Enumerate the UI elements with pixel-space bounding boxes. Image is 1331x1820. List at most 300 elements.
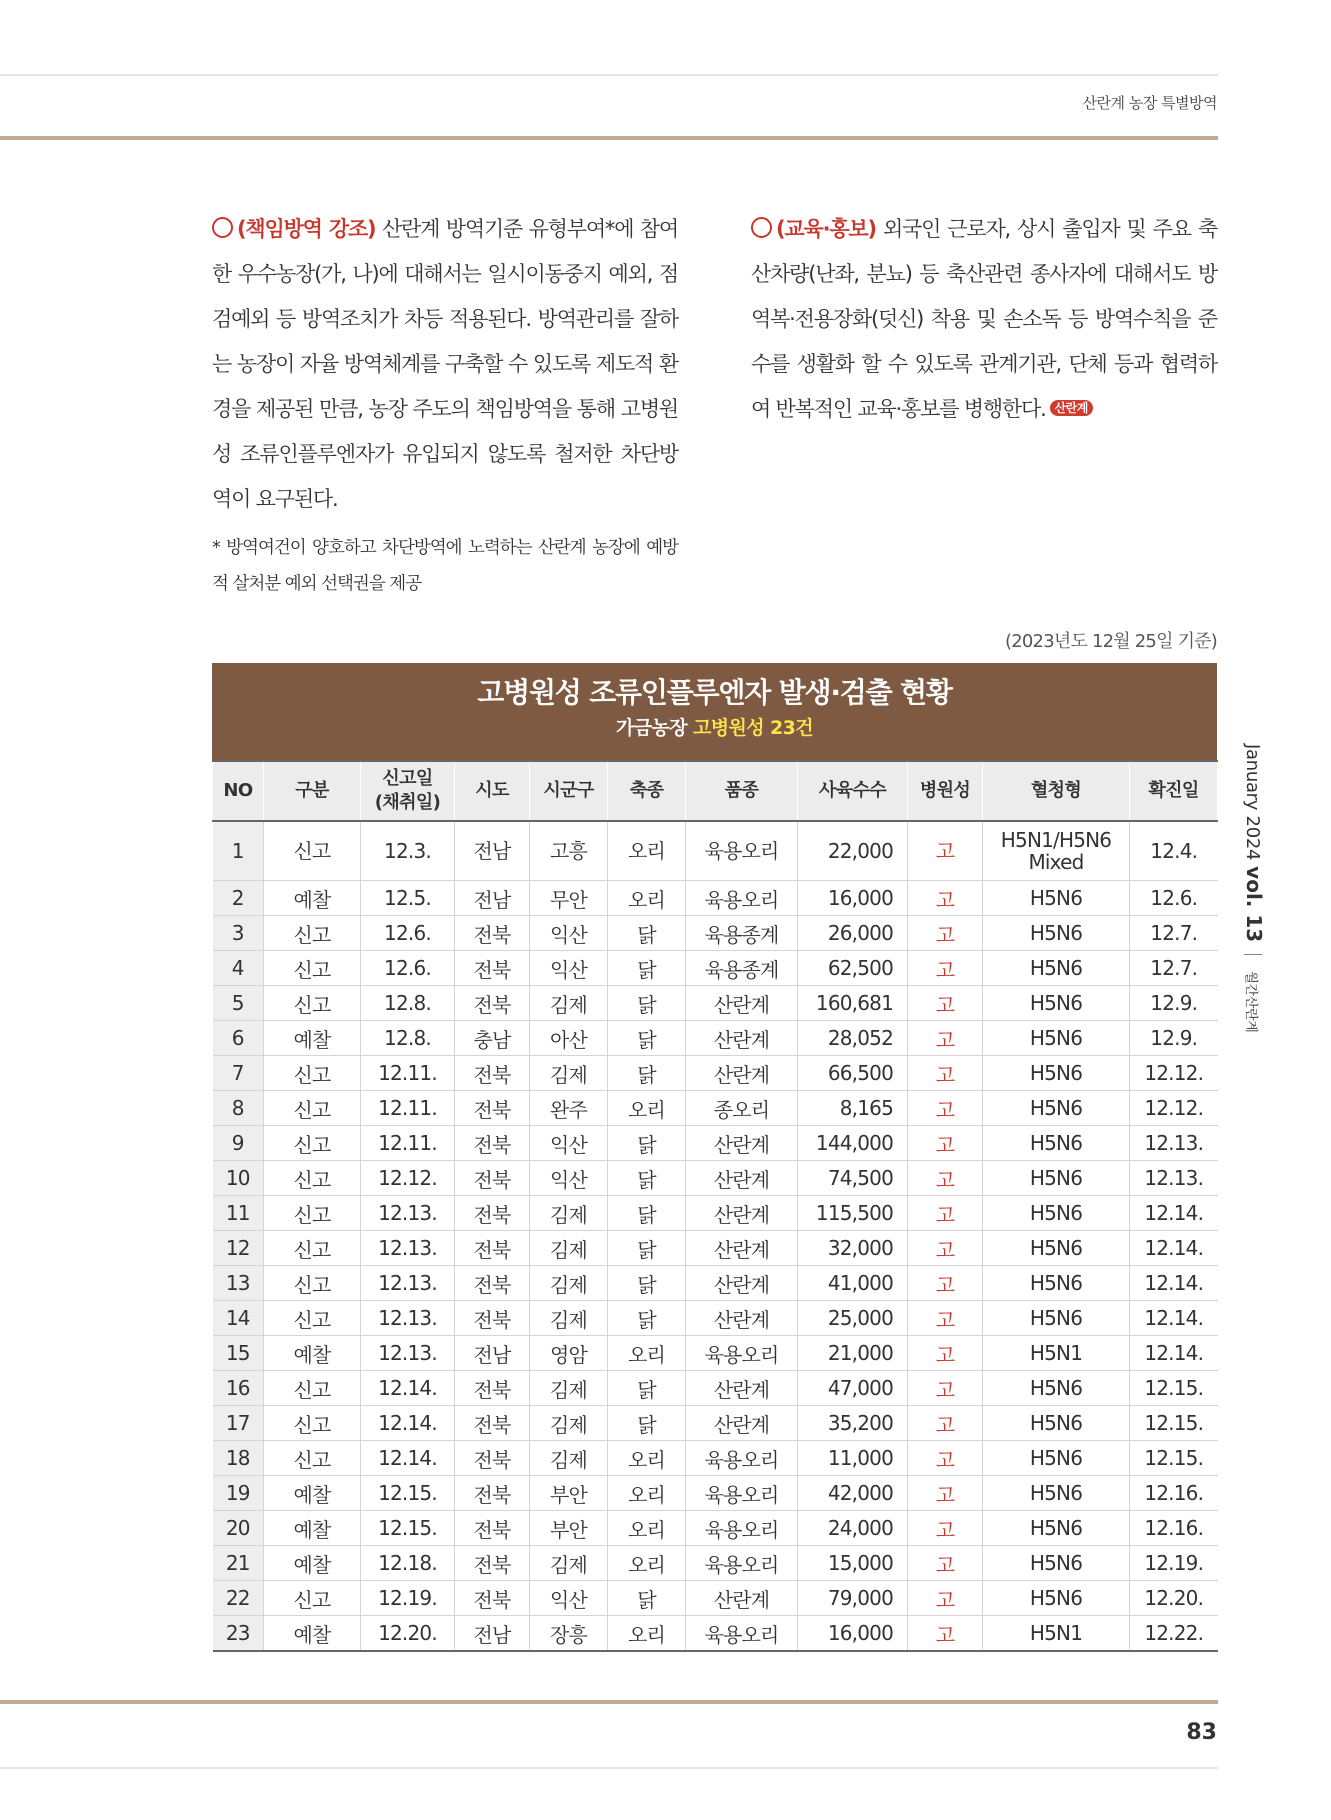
header-col-no: NO — [213, 761, 264, 821]
cell-serotype: H5N6 — [983, 1581, 1130, 1616]
cell-report-date: 12.13. — [361, 1266, 455, 1301]
table-row — [213, 1406, 1218, 1441]
cell-confirm-date: 12.16. — [1130, 1476, 1218, 1511]
header-col-report-date: 신고일 (채취일) — [361, 761, 455, 821]
cell-confirm-date: 12.20. — [1130, 1581, 1218, 1616]
table-title: 고병원성 조류인플루엔자 발생·검출 현황 — [477, 676, 952, 709]
header-rule — [0, 136, 1218, 140]
cell-confirm-date: 12.12. — [1130, 1056, 1218, 1091]
cell-serotype: H5N6 — [983, 1441, 1130, 1476]
cell-type: 신고 — [264, 1301, 361, 1336]
cell-head-count: 160,681 — [798, 986, 908, 1021]
cell-confirm-date: 12.15. — [1130, 1406, 1218, 1441]
cell-report-date: 12.5. — [361, 881, 455, 916]
cell-province: 전북 — [455, 1231, 530, 1266]
cell-breed: 산란계 — [686, 986, 798, 1021]
cell-head-count: 15,000 — [798, 1546, 908, 1581]
header-col-serotype: 혈청형 — [983, 761, 1130, 821]
cell-breed: 산란계 — [686, 1056, 798, 1091]
cell-species: 오리 — [608, 1476, 686, 1511]
side-volume: vol. 13 — [1242, 866, 1266, 943]
cell-species: 닭 — [608, 951, 686, 986]
cell-head-count: 74,500 — [798, 1161, 908, 1196]
cell-province: 전북 — [455, 1476, 530, 1511]
cell-no: 17 — [213, 1406, 264, 1441]
table-row — [213, 1371, 1218, 1406]
cell-head-count: 42,000 — [798, 1476, 908, 1511]
cell-confirm-date: 12.14. — [1130, 1301, 1218, 1336]
cell-breed: 산란계 — [686, 1021, 798, 1056]
cell-breed: 육용종계 — [686, 951, 798, 986]
cell-city: 김제 — [530, 1301, 608, 1336]
cell-type: 신고 — [264, 1091, 361, 1126]
table-row — [213, 1231, 1218, 1266]
cell-confirm-date: 12.14. — [1130, 1336, 1218, 1371]
cell-pathogenicity: 고 — [908, 1476, 983, 1511]
cell-species: 오리 — [608, 1511, 686, 1546]
cell-confirm-date: 12.14. — [1130, 1266, 1218, 1301]
header-col-type: 구분 — [264, 761, 361, 821]
cell-report-date: 12.14. — [361, 1441, 455, 1476]
cell-head-count: 115,500 — [798, 1196, 908, 1231]
cell-serotype: H5N6 — [983, 1126, 1130, 1161]
subtitle-label: 가금농장 — [615, 717, 687, 739]
cell-pathogenicity: 고 — [908, 951, 983, 986]
cell-species: 닭 — [608, 1581, 686, 1616]
cell-serotype: H5N1/H5N6 Mixed — [983, 821, 1130, 881]
cell-confirm-date: 12.4. — [1130, 821, 1218, 881]
cell-breed: 육용오리 — [686, 1511, 798, 1546]
cell-serotype: H5N6 — [983, 1546, 1130, 1581]
cell-type: 신고 — [264, 1056, 361, 1091]
cell-pathogenicity: 고 — [908, 916, 983, 951]
cell-city: 익산 — [530, 1581, 608, 1616]
table-row — [213, 1546, 1218, 1581]
table-row — [213, 1091, 1218, 1126]
side-magazine-name: 월간산란계 — [1243, 971, 1258, 1033]
magazine-logo-icon: 산란계 — [1050, 400, 1093, 416]
cell-breed: 육용오리 — [686, 881, 798, 916]
cell-type: 신고 — [264, 1266, 361, 1301]
cell-province: 전북 — [455, 1546, 530, 1581]
cell-pathogenicity: 고 — [908, 1546, 983, 1581]
cell-species: 닭 — [608, 1301, 686, 1336]
cell-province: 전남 — [455, 821, 530, 881]
cell-report-date: 12.8. — [361, 1021, 455, 1056]
cell-head-count: 32,000 — [798, 1231, 908, 1266]
cell-breed: 산란계 — [686, 1581, 798, 1616]
table-row — [213, 951, 1218, 986]
table-row — [213, 1441, 1218, 1476]
cell-breed: 산란계 — [686, 1161, 798, 1196]
cell-no: 7 — [213, 1056, 264, 1091]
table-title-band — [212, 663, 1217, 760]
cell-breed: 산란계 — [686, 1406, 798, 1441]
cell-city: 김제 — [530, 986, 608, 1021]
cell-province: 전북 — [455, 1406, 530, 1441]
cell-pathogenicity: 고 — [908, 1161, 983, 1196]
table-header-row — [213, 761, 1218, 821]
cell-type: 예찰 — [264, 1476, 361, 1511]
cell-city: 부안 — [530, 1511, 608, 1546]
cell-province: 전북 — [455, 1441, 530, 1476]
table-row — [213, 1616, 1218, 1652]
cell-breed: 육용오리 — [686, 1616, 798, 1652]
outbreak-table — [212, 760, 1218, 1652]
cell-province: 전북 — [455, 951, 530, 986]
cell-province: 전남 — [455, 1336, 530, 1371]
cell-report-date: 12.15. — [361, 1511, 455, 1546]
cell-report-date: 12.11. — [361, 1056, 455, 1091]
cell-no: 2 — [213, 881, 264, 916]
cell-province: 전북 — [455, 1371, 530, 1406]
cell-type: 신고 — [264, 1126, 361, 1161]
right-column — [751, 207, 1217, 432]
header-col-pathogenicity: 병원성 — [908, 761, 983, 821]
cell-no: 16 — [213, 1371, 264, 1406]
cell-breed: 산란계 — [686, 1301, 798, 1336]
cell-species: 오리 — [608, 821, 686, 881]
cell-report-date: 12.11. — [361, 1091, 455, 1126]
cell-report-date: 12.6. — [361, 916, 455, 951]
table-row — [213, 1126, 1218, 1161]
cell-pathogenicity: 고 — [908, 881, 983, 916]
cell-province: 전북 — [455, 1126, 530, 1161]
table-row — [213, 881, 1218, 916]
cell-no: 4 — [213, 951, 264, 986]
cell-city: 익산 — [530, 1161, 608, 1196]
cell-serotype: H5N6 — [983, 1371, 1130, 1406]
cell-confirm-date: 12.15. — [1130, 1441, 1218, 1476]
cell-confirm-date: 12.13. — [1130, 1161, 1218, 1196]
table-row — [213, 1266, 1218, 1301]
cell-city: 아산 — [530, 1021, 608, 1056]
table-row — [213, 1021, 1218, 1056]
cell-type: 신고 — [264, 951, 361, 986]
cell-pathogenicity: 고 — [908, 821, 983, 881]
header-col-province: 시도 — [455, 761, 530, 821]
cell-head-count: 144,000 — [798, 1126, 908, 1161]
cell-confirm-date: 12.16. — [1130, 1511, 1218, 1546]
cell-serotype: H5N6 — [983, 1301, 1130, 1336]
cell-head-count: 41,000 — [798, 1266, 908, 1301]
cell-no: 8 — [213, 1091, 264, 1126]
page-number: 83 — [1186, 1720, 1217, 1745]
cell-type: 신고 — [264, 1581, 361, 1616]
side-divider — [1244, 954, 1262, 955]
cell-report-date: 12.15. — [361, 1476, 455, 1511]
cell-serotype: H5N6 — [983, 986, 1130, 1021]
table-row — [213, 1161, 1218, 1196]
table-row — [213, 821, 1218, 881]
cell-serotype: H5N6 — [983, 951, 1130, 986]
cell-confirm-date: 12.7. — [1130, 916, 1218, 951]
cell-species: 닭 — [608, 1406, 686, 1441]
section-label: 산란계 농장 특별방역 — [1082, 94, 1217, 112]
cell-report-date: 12.11. — [361, 1126, 455, 1161]
table-row — [213, 1196, 1218, 1231]
cell-serotype: H5N6 — [983, 881, 1130, 916]
cell-no: 3 — [213, 916, 264, 951]
cell-report-date: 12.19. — [361, 1581, 455, 1616]
left-column — [212, 207, 678, 602]
cell-city: 익산 — [530, 1126, 608, 1161]
cell-pathogenicity: 고 — [908, 1126, 983, 1161]
cell-pathogenicity: 고 — [908, 1056, 983, 1091]
cell-breed: 육용오리 — [686, 1441, 798, 1476]
cell-breed: 육용오리 — [686, 1476, 798, 1511]
cell-head-count: 8,165 — [798, 1091, 908, 1126]
cell-province: 전북 — [455, 1056, 530, 1091]
cell-city: 김제 — [530, 1231, 608, 1266]
cell-report-date: 12.14. — [361, 1371, 455, 1406]
left-body: 산란계 방역기준 유형부여*에 참여한 우수농장(가, 나)에 대해서는 일시이동중지 예외, 점검예외 등 방역조치가 차등 적용된다. 방역관리를 잘하는 농장이 자율 방역체계를 구축할 수 있도록 제도적 환경을 제공된 만큼, 농장 주도의 책임방역을 통해 고병원성 조류인플루엔자가 유입되지 않도록 철저한 차단방역이 요구된다. — [212, 217, 678, 511]
cell-no: 23 — [213, 1616, 264, 1652]
cell-species: 닭 — [608, 1231, 686, 1266]
cell-province: 전북 — [455, 1161, 530, 1196]
cell-type: 신고 — [264, 1231, 361, 1266]
cell-type: 신고 — [264, 1406, 361, 1441]
table-body — [213, 821, 1218, 1651]
cell-no: 14 — [213, 1301, 264, 1336]
table-row — [213, 1336, 1218, 1371]
cell-breed: 산란계 — [686, 1371, 798, 1406]
table-row — [213, 916, 1218, 951]
left-heading: (책임방역 강조) — [237, 217, 376, 241]
header-col-city: 시군구 — [530, 761, 608, 821]
cell-serotype: H5N6 — [983, 1196, 1130, 1231]
cell-city: 김제 — [530, 1441, 608, 1476]
cell-head-count: 24,000 — [798, 1511, 908, 1546]
cell-province: 전남 — [455, 1616, 530, 1652]
cell-species: 오리 — [608, 881, 686, 916]
bottom-rule — [0, 1767, 1218, 1769]
cell-confirm-date: 12.19. — [1130, 1546, 1218, 1581]
cell-province: 전북 — [455, 1091, 530, 1126]
cell-province: 전북 — [455, 986, 530, 1021]
cell-no: 6 — [213, 1021, 264, 1056]
cell-head-count: 62,500 — [798, 951, 908, 986]
cell-city: 김제 — [530, 1266, 608, 1301]
cell-pathogenicity: 고 — [908, 1301, 983, 1336]
cell-serotype: H5N6 — [983, 1406, 1130, 1441]
cell-type: 예찰 — [264, 1336, 361, 1371]
cell-no: 22 — [213, 1581, 264, 1616]
cell-head-count: 21,000 — [798, 1336, 908, 1371]
subtitle-count: 고병원성 23건 — [693, 717, 814, 739]
circle-bullet-icon — [751, 217, 772, 238]
header-col-head-count: 사육수수 — [798, 761, 908, 821]
cell-type: 예찰 — [264, 1616, 361, 1652]
cell-serotype: H5N6 — [983, 916, 1130, 951]
cell-breed: 산란계 — [686, 1266, 798, 1301]
cell-no: 1 — [213, 821, 264, 881]
cell-serotype: H5N6 — [983, 1511, 1130, 1546]
cell-serotype: H5N6 — [983, 1231, 1130, 1266]
cell-report-date: 12.20. — [361, 1616, 455, 1652]
cell-city: 익산 — [530, 951, 608, 986]
cell-species: 닭 — [608, 1056, 686, 1091]
cell-species: 오리 — [608, 1441, 686, 1476]
cell-species: 닭 — [608, 1266, 686, 1301]
cell-pathogenicity: 고 — [908, 1091, 983, 1126]
cell-head-count: 16,000 — [798, 1616, 908, 1652]
cell-breed: 육용오리 — [686, 1336, 798, 1371]
table-subtitle — [212, 713, 1217, 743]
cell-head-count: 11,000 — [798, 1441, 908, 1476]
cell-city: 김제 — [530, 1371, 608, 1406]
table-row — [213, 1056, 1218, 1091]
cell-no: 21 — [213, 1546, 264, 1581]
cell-species: 닭 — [608, 1161, 686, 1196]
cell-species: 오리 — [608, 1091, 686, 1126]
cell-no: 5 — [213, 986, 264, 1021]
cell-serotype: H5N6 — [983, 1091, 1130, 1126]
cell-confirm-date: 12.15. — [1130, 1371, 1218, 1406]
cell-head-count: 66,500 — [798, 1056, 908, 1091]
cell-type: 예찰 — [264, 881, 361, 916]
cell-species: 닭 — [608, 986, 686, 1021]
cell-report-date: 12.6. — [361, 951, 455, 986]
cell-city: 익산 — [530, 916, 608, 951]
cell-pathogenicity: 고 — [908, 1021, 983, 1056]
cell-no: 11 — [213, 1196, 264, 1231]
right-heading: (교육·홍보) — [776, 217, 876, 241]
cell-city: 무안 — [530, 881, 608, 916]
cell-breed: 육용종계 — [686, 916, 798, 951]
cell-report-date: 12.8. — [361, 986, 455, 1021]
cell-type: 신고 — [264, 1161, 361, 1196]
cell-pathogenicity: 고 — [908, 1441, 983, 1476]
cell-province: 전북 — [455, 1511, 530, 1546]
cell-pathogenicity: 고 — [908, 1266, 983, 1301]
cell-pathogenicity: 고 — [908, 1511, 983, 1546]
cell-province: 전북 — [455, 1266, 530, 1301]
cell-confirm-date: 12.9. — [1130, 986, 1218, 1021]
top-rule — [0, 74, 1218, 76]
table-row — [213, 1511, 1218, 1546]
cell-breed: 산란계 — [686, 1196, 798, 1231]
cell-serotype: H5N6 — [983, 1021, 1130, 1056]
cell-confirm-date: 12.22. — [1130, 1616, 1218, 1652]
cell-type: 신고 — [264, 1196, 361, 1231]
cell-species: 닭 — [608, 1126, 686, 1161]
cell-serotype: H5N6 — [983, 1476, 1130, 1511]
cell-breed: 산란계 — [686, 1126, 798, 1161]
cell-species: 닭 — [608, 1196, 686, 1231]
right-body: 외국인 근로자, 상시 출입자 및 주요 축산차량(난좌, 분뇨) 등 축산관련 종사자에 대해서도 방역복·전용장화(덧신) 착용 및 손소독 등 방역수칙을 준수를 생활화 할 수 있도록 관계기관, 단체 등과 협력하여 반복적인 교육·홍보를 병행한다. — [751, 217, 1217, 421]
cell-province: 전북 — [455, 916, 530, 951]
cell-no: 19 — [213, 1476, 264, 1511]
table-row — [213, 1476, 1218, 1511]
cell-report-date: 12.3. — [361, 821, 455, 881]
cell-report-date: 12.14. — [361, 1406, 455, 1441]
cell-city: 김제 — [530, 1056, 608, 1091]
cell-city: 고흥 — [530, 821, 608, 881]
cell-head-count: 22,000 — [798, 821, 908, 881]
cell-pathogenicity: 고 — [908, 986, 983, 1021]
cell-serotype: H5N1 — [983, 1616, 1130, 1652]
cell-no: 20 — [213, 1511, 264, 1546]
side-running-title — [1242, 744, 1266, 1033]
cell-head-count: 16,000 — [798, 881, 908, 916]
cell-no: 15 — [213, 1336, 264, 1371]
cell-species: 오리 — [608, 1546, 686, 1581]
cell-city: 장흥 — [530, 1616, 608, 1652]
outbreak-table-block — [212, 663, 1217, 1652]
cell-city: 부안 — [530, 1476, 608, 1511]
footer-rule — [0, 1700, 1218, 1704]
header-col-confirm-date: 확진일 — [1130, 761, 1218, 821]
cell-no: 9 — [213, 1126, 264, 1161]
cell-breed: 육용오리 — [686, 821, 798, 881]
cell-head-count: 26,000 — [798, 916, 908, 951]
as-of-date: (2023년도 12월 25일 기준) — [1005, 631, 1217, 652]
cell-city: 완주 — [530, 1091, 608, 1126]
cell-report-date: 12.12. — [361, 1161, 455, 1196]
cell-pathogenicity: 고 — [908, 1371, 983, 1406]
cell-serotype: H5N1 — [983, 1336, 1130, 1371]
cell-city: 김제 — [530, 1196, 608, 1231]
cell-type: 예찰 — [264, 1511, 361, 1546]
cell-report-date: 12.13. — [361, 1336, 455, 1371]
cell-serotype: H5N6 — [983, 1161, 1130, 1196]
cell-pathogenicity: 고 — [908, 1616, 983, 1652]
table-row — [213, 1581, 1218, 1616]
cell-pathogenicity: 고 — [908, 1581, 983, 1616]
cell-species: 오리 — [608, 1336, 686, 1371]
cell-head-count: 79,000 — [798, 1581, 908, 1616]
cell-report-date: 12.13. — [361, 1196, 455, 1231]
header-col-species: 축종 — [608, 761, 686, 821]
cell-report-date: 12.18. — [361, 1546, 455, 1581]
cell-type: 신고 — [264, 1371, 361, 1406]
circle-bullet-icon — [212, 217, 233, 238]
table-row — [213, 986, 1218, 1021]
cell-serotype: H5N6 — [983, 1056, 1130, 1091]
cell-breed: 육용오리 — [686, 1546, 798, 1581]
cell-type: 신고 — [264, 821, 361, 881]
cell-species: 닭 — [608, 1371, 686, 1406]
cell-species: 닭 — [608, 1021, 686, 1056]
side-month: January 2024 — [1242, 744, 1263, 861]
cell-confirm-date: 12.12. — [1130, 1091, 1218, 1126]
cell-confirm-date: 12.13. — [1130, 1126, 1218, 1161]
cell-type: 신고 — [264, 986, 361, 1021]
cell-confirm-date: 12.6. — [1130, 881, 1218, 916]
table-row — [213, 1301, 1218, 1336]
cell-type: 예찰 — [264, 1021, 361, 1056]
cell-no: 13 — [213, 1266, 264, 1301]
cell-confirm-date: 12.14. — [1130, 1196, 1218, 1231]
cell-species: 오리 — [608, 1616, 686, 1652]
footnote: * 방역여건이 양호하고 차단방역에 노력하는 산란계 농장에 예방적 살처분 예외 선택권을 제공 — [212, 538, 678, 594]
cell-province: 전북 — [455, 1196, 530, 1231]
cell-confirm-date: 12.7. — [1130, 951, 1218, 986]
cell-pathogenicity: 고 — [908, 1406, 983, 1441]
cell-province: 전북 — [455, 1301, 530, 1336]
cell-breed: 산란계 — [686, 1231, 798, 1266]
cell-province: 충남 — [455, 1021, 530, 1056]
cell-no: 12 — [213, 1231, 264, 1266]
cell-serotype: H5N6 — [983, 1266, 1130, 1301]
cell-head-count: 47,000 — [798, 1371, 908, 1406]
cell-no: 18 — [213, 1441, 264, 1476]
cell-report-date: 12.13. — [361, 1231, 455, 1266]
cell-province: 전북 — [455, 1581, 530, 1616]
cell-report-date: 12.13. — [361, 1301, 455, 1336]
cell-breed: 종오리 — [686, 1091, 798, 1126]
